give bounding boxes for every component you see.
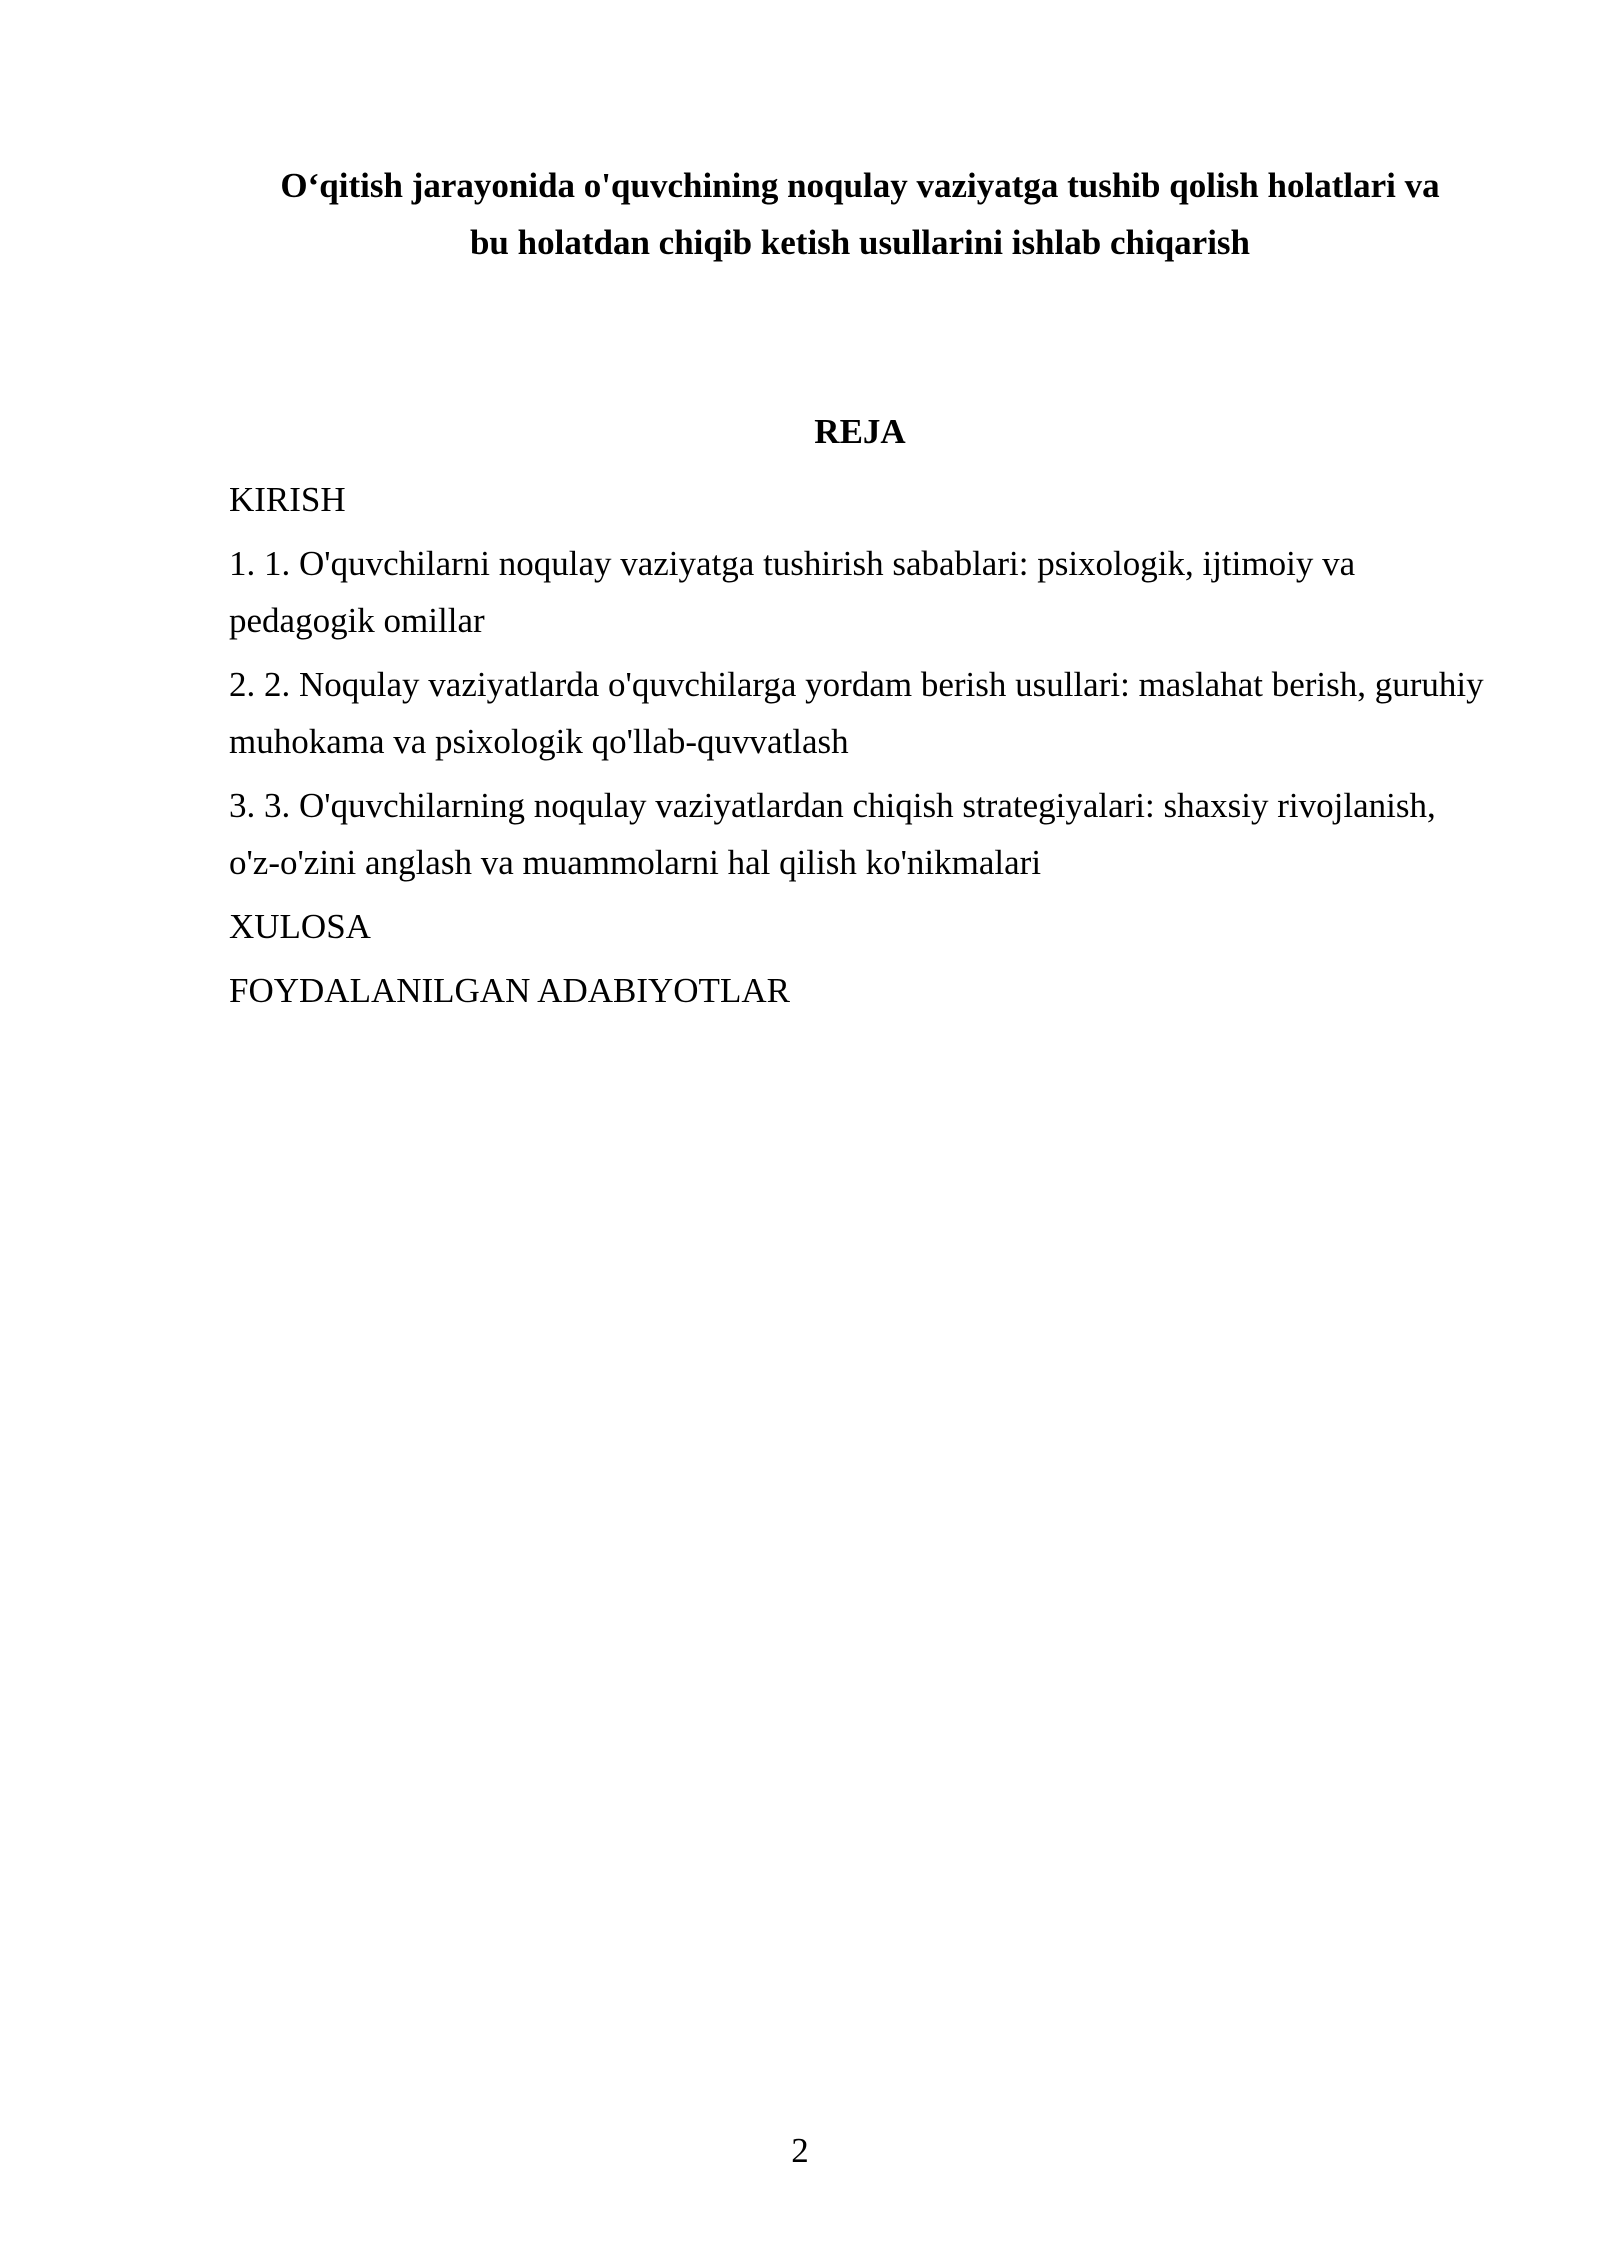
plan-heading: REJA [814, 412, 906, 451]
plan-item-1: 1. 1. O'quvchilarni noqulay vaziyatga tushirish sabablari: psixologik, ijtimoiy va pedagogik omillar [229, 544, 1356, 640]
plan-item-references: FOYDALANILGAN ADABIYOTLAR [229, 971, 790, 1010]
plan-item-3: 3. 3. O'quvchilarning noqulay vaziyatlardan chiqish strategiyalari: shaxsiy rivojlanish, o'z-o'zini anglash va muammolarni hal qilish ko'nikmalari [229, 786, 1436, 882]
plan-item-2: 2. 2. Noqulay vaziyatlarda o'quvchilarga yordam berish usullari: maslahat berish, guruhiy muhokama va psixologik qo'llab-quvvatlash [229, 665, 1484, 761]
document-title [210, 157, 1510, 271]
document-title-line-2: bu holatdan chiqib ketish usullarini ishlab chiqarish [469, 223, 1251, 262]
plan-list [229, 471, 1489, 1026]
page-number: 2 [791, 2131, 809, 2170]
plan-item-conclusion: XULOSA [229, 907, 371, 946]
document-title-line-1: O‘qitish jarayonida o'quvchining noqulay vaziyatga tushib qolish holatlari va [280, 166, 1440, 205]
plan-item-introduction: KIRISH [229, 480, 346, 519]
